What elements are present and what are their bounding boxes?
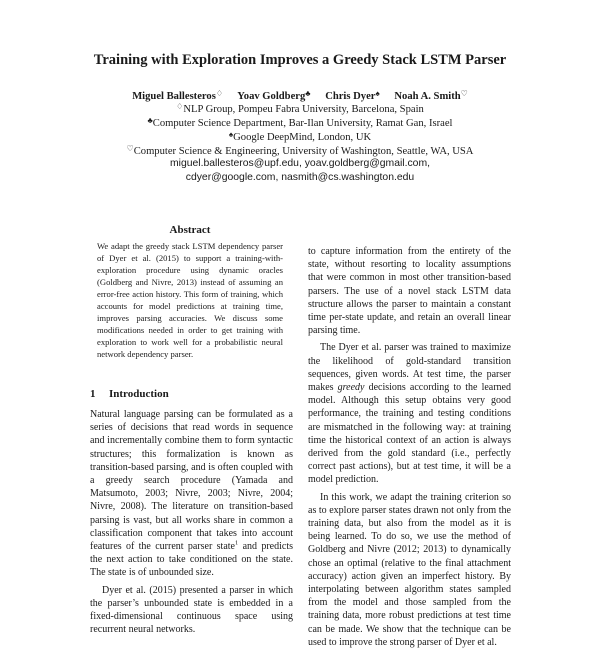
affiliation-line (0, 130, 600, 143)
affiliation-text: Computer Science Department, Bar-Ilan University, Ramat Gan, Israel (152, 118, 453, 129)
author-name: Yoav Goldberg (237, 91, 306, 102)
author-name: Noah A. Smith (394, 91, 461, 102)
paragraph (308, 341, 511, 486)
paragraph-text: decisions according to the learned model. Although this setup obtains very good performance, the training and testing conditions are mismatched in the following way: at training time the historical context of an action is always derived from the gold standard (i.e., perfectly correct past actions), but at test time, it will be a model prediction. (308, 382, 511, 486)
affiliation-mark: ♡ (126, 144, 134, 153)
affiliation-mark: ♠ (375, 89, 380, 98)
left-column (90, 408, 293, 636)
affiliation-line (0, 116, 600, 129)
section-number: 1 (90, 388, 96, 400)
paper-title: Training with Exploration Improves a Greedy Stack LSTM Parser (93, 52, 507, 68)
affiliation-text: Google DeepMind, London, UK (233, 132, 372, 143)
paragraph: In this work, we adapt the training criterion so as to explore parser states drawn not only from the training data, but also from the model as it is being learned. To do so, we use the method of Goldberg and Nivre (2012; 2013) to dynamically chose an optimal (relative to the final attachment accuracy) action given an imperfect history. By interpolating between algorithm states sampled from the model and those sampled from the training data, more robust predictions at test time can be made. We show that the technique can be used to improve the strong parser of Dyer et al. (308, 491, 511, 648)
email-line: miguel.ballesteros@upf.edu, yoav.goldberg@gmail.com, (169, 158, 431, 169)
author-name: Chris Dyer (325, 91, 376, 102)
paragraph: Dyer et al. (2015) presented a parser in which the parser’s unbounded state is embedded in a fixed-dimensional continuous space using recurrent neural networks. (90, 584, 293, 636)
affiliation-mark: ♠ (228, 130, 234, 139)
affiliation-line (0, 102, 600, 115)
section-title: Introduction (109, 388, 169, 400)
affiliation-mark: ♢ (176, 102, 184, 111)
affiliation-mark: ♢ (215, 89, 224, 98)
author-name: Miguel Ballesteros (132, 91, 216, 102)
affiliation-text: Computer Science & Engineering, University of Washington, Seattle, WA, USA (133, 146, 474, 157)
affiliation-text: NLP Group, Pompeu Fabra University, Barcelona, Spain (183, 104, 424, 115)
paragraph-text: The Dyer et al. parser was trained to maximize the likelihood of gold-standard transition sequences, given words. At test time, the parser makes (308, 342, 511, 394)
paragraph: to capture information from the entirety of the state, without resorting to locality assumptions that were common in most other transition-based parsers. The use of a novel stack LSTM data structure allows the parser to maintain a constant time per-state update, and retain an overall linear parsing time. (308, 246, 511, 337)
paragraph-text: and predicts the next action to take conditioned on the state. The state is of unbounded size. (90, 541, 294, 579)
abstract-heading: Abstract (169, 224, 211, 236)
footnote-mark: 1 (234, 539, 239, 547)
affiliation-mark: ♣ (305, 89, 311, 98)
email-line: cdyer@google.com, nasmith@cs.washington.edu (185, 172, 415, 183)
affiliation-mark: ♣ (147, 116, 153, 125)
affiliation-line (0, 144, 600, 157)
abstract-text: We adapt the greedy stack LSTM dependency parser of Dyer et al. (2015) to support a training-with-exploration procedure using dynamic oracles (Goldberg and Nivre, 2013) instead of assuming an error-free action history. This form of training, which accounts for model predictions at training time, improves parsing accuracies. We discuss some modifications needed in order to get training with exploration to work well for a probabilistic neural network dependency parser. (97, 241, 283, 359)
paragraph-text: Natural language parsing can be formulated as a series of decisions that read words in sequence and incrementally combine them to form syntactic structures; this formalization is known as transition-based parsing, and is often coupled with a greedy search procedure (Yamada and Matsumoto, 2003; Nivre, 2003; Nivre, 2004; Nivre, 2008). The literature on transition-based parsing is vast, but all works share in common a classification component that takes into account features of the current parser state (90, 409, 293, 553)
paragraph (90, 408, 293, 580)
section-heading (90, 388, 169, 400)
emphasis-text: greedy (337, 382, 365, 394)
author-list (0, 88, 600, 102)
right-column (308, 245, 511, 649)
affiliation-mark: ♡ (460, 89, 468, 98)
